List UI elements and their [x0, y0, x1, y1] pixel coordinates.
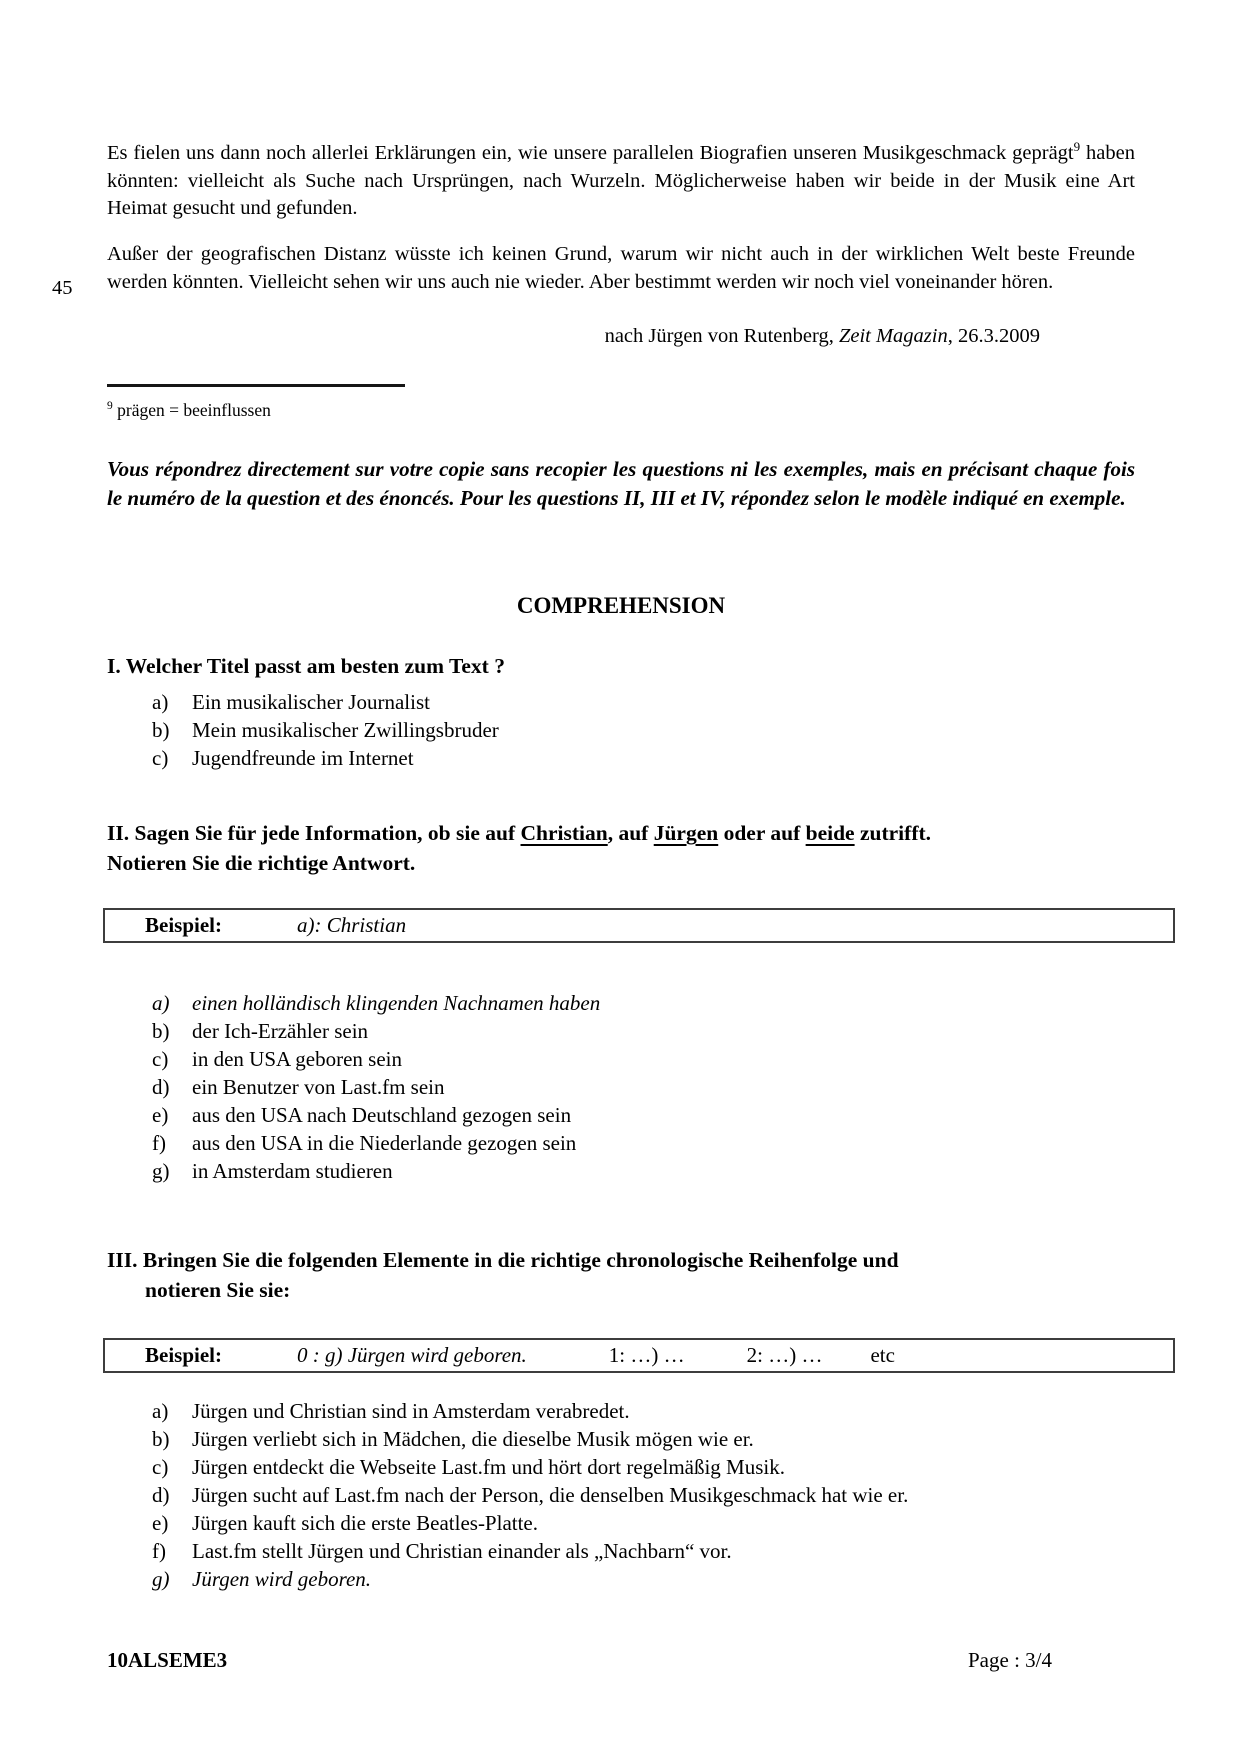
- item-text: Jugendfreunde im Internet: [192, 746, 414, 770]
- passage-paragraph-1-cont: haben könnten: vielleicht als Suche nach Ursprüngen, nach Wurzeln. Möglicherweise haben wir beide in der Musik eine Art Heimat gesucht und gefunden.: [107, 142, 1135, 219]
- question-3-statements: [107, 1397, 1135, 1593]
- item-label: e): [152, 1511, 169, 1535]
- item-text: aus den USA nach Deutschland gezogen sein: [192, 1103, 572, 1127]
- item-label: b): [152, 1019, 170, 1043]
- item-text: der Ich-Erzähler sein: [192, 1019, 369, 1043]
- attribution-source-title: Zeit Magazin: [838, 325, 948, 347]
- list-item: [152, 1101, 1135, 1129]
- item-label: e): [152, 1103, 169, 1127]
- footnote-separator: [107, 384, 405, 387]
- item-text: in den USA geboren sein: [192, 1047, 402, 1071]
- example-answer: 0 : g) Jürgen wird geboren.: [297, 1343, 527, 1367]
- q2-underlined-christian: Christian: [520, 821, 608, 845]
- list-item: [152, 1425, 1135, 1453]
- list-item: [152, 688, 1135, 716]
- attribution-date: , 26.3.2009: [947, 325, 1040, 347]
- footnote-number: 9: [107, 400, 113, 413]
- item-label: g): [152, 1567, 170, 1591]
- q3-title-line2: notieren Sie sie:: [145, 1278, 291, 1302]
- item-text: Jürgen sucht auf Last.fm nach der Person, die denselben Musikgeschmack hat wie er.: [192, 1483, 909, 1507]
- list-item: [152, 1509, 1135, 1537]
- example-box-q2: [103, 908, 1175, 943]
- source-attribution: [107, 325, 1135, 348]
- list-item: [152, 744, 1135, 772]
- q2-title-line2: Notieren Sie die richtige Antwort.: [107, 851, 416, 875]
- item-label: c): [152, 746, 169, 770]
- item-label: c): [152, 1455, 169, 1479]
- list-item: [152, 1453, 1135, 1481]
- example-box-q3: [103, 1338, 1175, 1373]
- list-item: [152, 1129, 1135, 1157]
- item-label: a): [152, 1399, 169, 1423]
- item-text: Jürgen und Christian sind in Amsterdam verabredet.: [192, 1399, 630, 1423]
- footnote-reference: 9: [1073, 139, 1081, 155]
- footnote-text: prägen = beeinflussen: [112, 400, 271, 420]
- french-instructions: Vous répondrez directement sur votre copie sans recopier les questions ni les exemples, mais en précisant chaque fois le numéro de la question et des énoncés. Pour les questions II, III et IV, répondez selon le modèle indiqué en exemple.: [107, 457, 1135, 510]
- q2-title-text: oder auf: [718, 821, 806, 845]
- list-item: [152, 1481, 1135, 1509]
- question-3-title: [107, 1245, 1135, 1305]
- item-label: a): [152, 690, 169, 714]
- item-text: Jürgen wird geboren.: [192, 1567, 372, 1591]
- document-code: 10ALSEME3: [107, 1648, 228, 1672]
- section-title: COMPREHENSION: [516, 593, 726, 618]
- item-text: Mein musikalischer Zwillingsbruder: [192, 718, 499, 742]
- q2-title-text: zutrifft.: [854, 821, 932, 845]
- item-text: ein Benutzer von Last.fm sein: [192, 1075, 445, 1099]
- q2-title-text: II. Sagen Sie für jede Information, ob sie auf: [107, 821, 521, 845]
- item-label: d): [152, 1075, 170, 1099]
- page-number: Page : 3/4: [968, 1648, 1052, 1672]
- item-label: b): [152, 718, 170, 742]
- example-label: Beispiel:: [145, 1343, 222, 1367]
- q2-title-text: , auf: [607, 821, 654, 845]
- item-text: aus den USA in die Niederlande gezogen sein: [192, 1131, 577, 1155]
- attribution-prefix: nach Jürgen von Rutenberg,: [604, 325, 839, 347]
- item-label: d): [152, 1483, 170, 1507]
- item-label: c): [152, 1047, 169, 1071]
- item-text: Jürgen kauft sich die erste Beatles-Platte.: [192, 1511, 539, 1535]
- item-text: Last.fm stellt Jürgen und Christian einander als „Nachbarn“ vor.: [192, 1539, 732, 1563]
- list-item: [152, 1157, 1135, 1185]
- list-item: [152, 1565, 1135, 1593]
- item-label: g): [152, 1159, 170, 1183]
- item-label: f): [152, 1539, 166, 1563]
- line-number-45: 45: [52, 277, 73, 299]
- passage-paragraph-1-text: Es fielen uns dann noch allerlei Erklärungen ein, wie unsere parallelen Biografien unseren Musikgeschmack geprägt: [107, 142, 1074, 164]
- example-answer: a): Christian: [297, 913, 407, 937]
- example-slot-2: 2: …) …: [746, 1343, 823, 1367]
- list-item: [152, 1397, 1135, 1425]
- example-label: Beispiel:: [145, 913, 222, 937]
- item-text: einen holländisch klingenden Nachnamen haben: [192, 991, 601, 1015]
- q3-title-line1: III. Bringen Sie die folgenden Elemente in die richtige chronologische Reihenfolge und: [107, 1248, 899, 1272]
- list-item: [152, 716, 1135, 744]
- question-2-title: [107, 818, 1135, 878]
- example-etc: etc: [870, 1343, 895, 1367]
- list-item: [152, 1537, 1135, 1565]
- passage-paragraph-2: Außer der geografischen Distanz wüsste ich keinen Grund, warum wir nicht auch in der wirklichen Welt beste Freunde werden könnten. Vielleicht sehen wir uns auch nie wieder. Aber bestimmt werden wir noch viel voneinander hören.: [107, 243, 1135, 293]
- passage-paragraph-1: [107, 140, 1135, 223]
- q2-underlined-juergen: Jürgen: [653, 821, 719, 845]
- item-text: Ein musikalischer Journalist: [192, 690, 430, 714]
- item-label: a): [152, 991, 170, 1015]
- list-item: [152, 989, 1135, 1017]
- list-item: [152, 1045, 1135, 1073]
- footnote: [107, 400, 1135, 421]
- item-text: Jürgen verliebt sich in Mädchen, die dieselbe Musik mögen wie er.: [192, 1427, 754, 1451]
- list-item: [152, 1073, 1135, 1101]
- item-label: b): [152, 1427, 170, 1451]
- list-item: [152, 1017, 1135, 1045]
- question-1-options: [107, 688, 1135, 772]
- item-label: f): [152, 1131, 166, 1155]
- item-text: Jürgen entdeckt die Webseite Last.fm und hört dort regelmäßig Musik.: [192, 1455, 785, 1479]
- example-slot-1: 1: …) …: [608, 1343, 685, 1367]
- item-text: in Amsterdam studieren: [192, 1159, 393, 1183]
- question-1-title: I. Welcher Titel passt am besten zum Text ?: [107, 654, 505, 678]
- question-2-statements: [107, 989, 1135, 1185]
- q2-underlined-beide: beide: [805, 821, 855, 845]
